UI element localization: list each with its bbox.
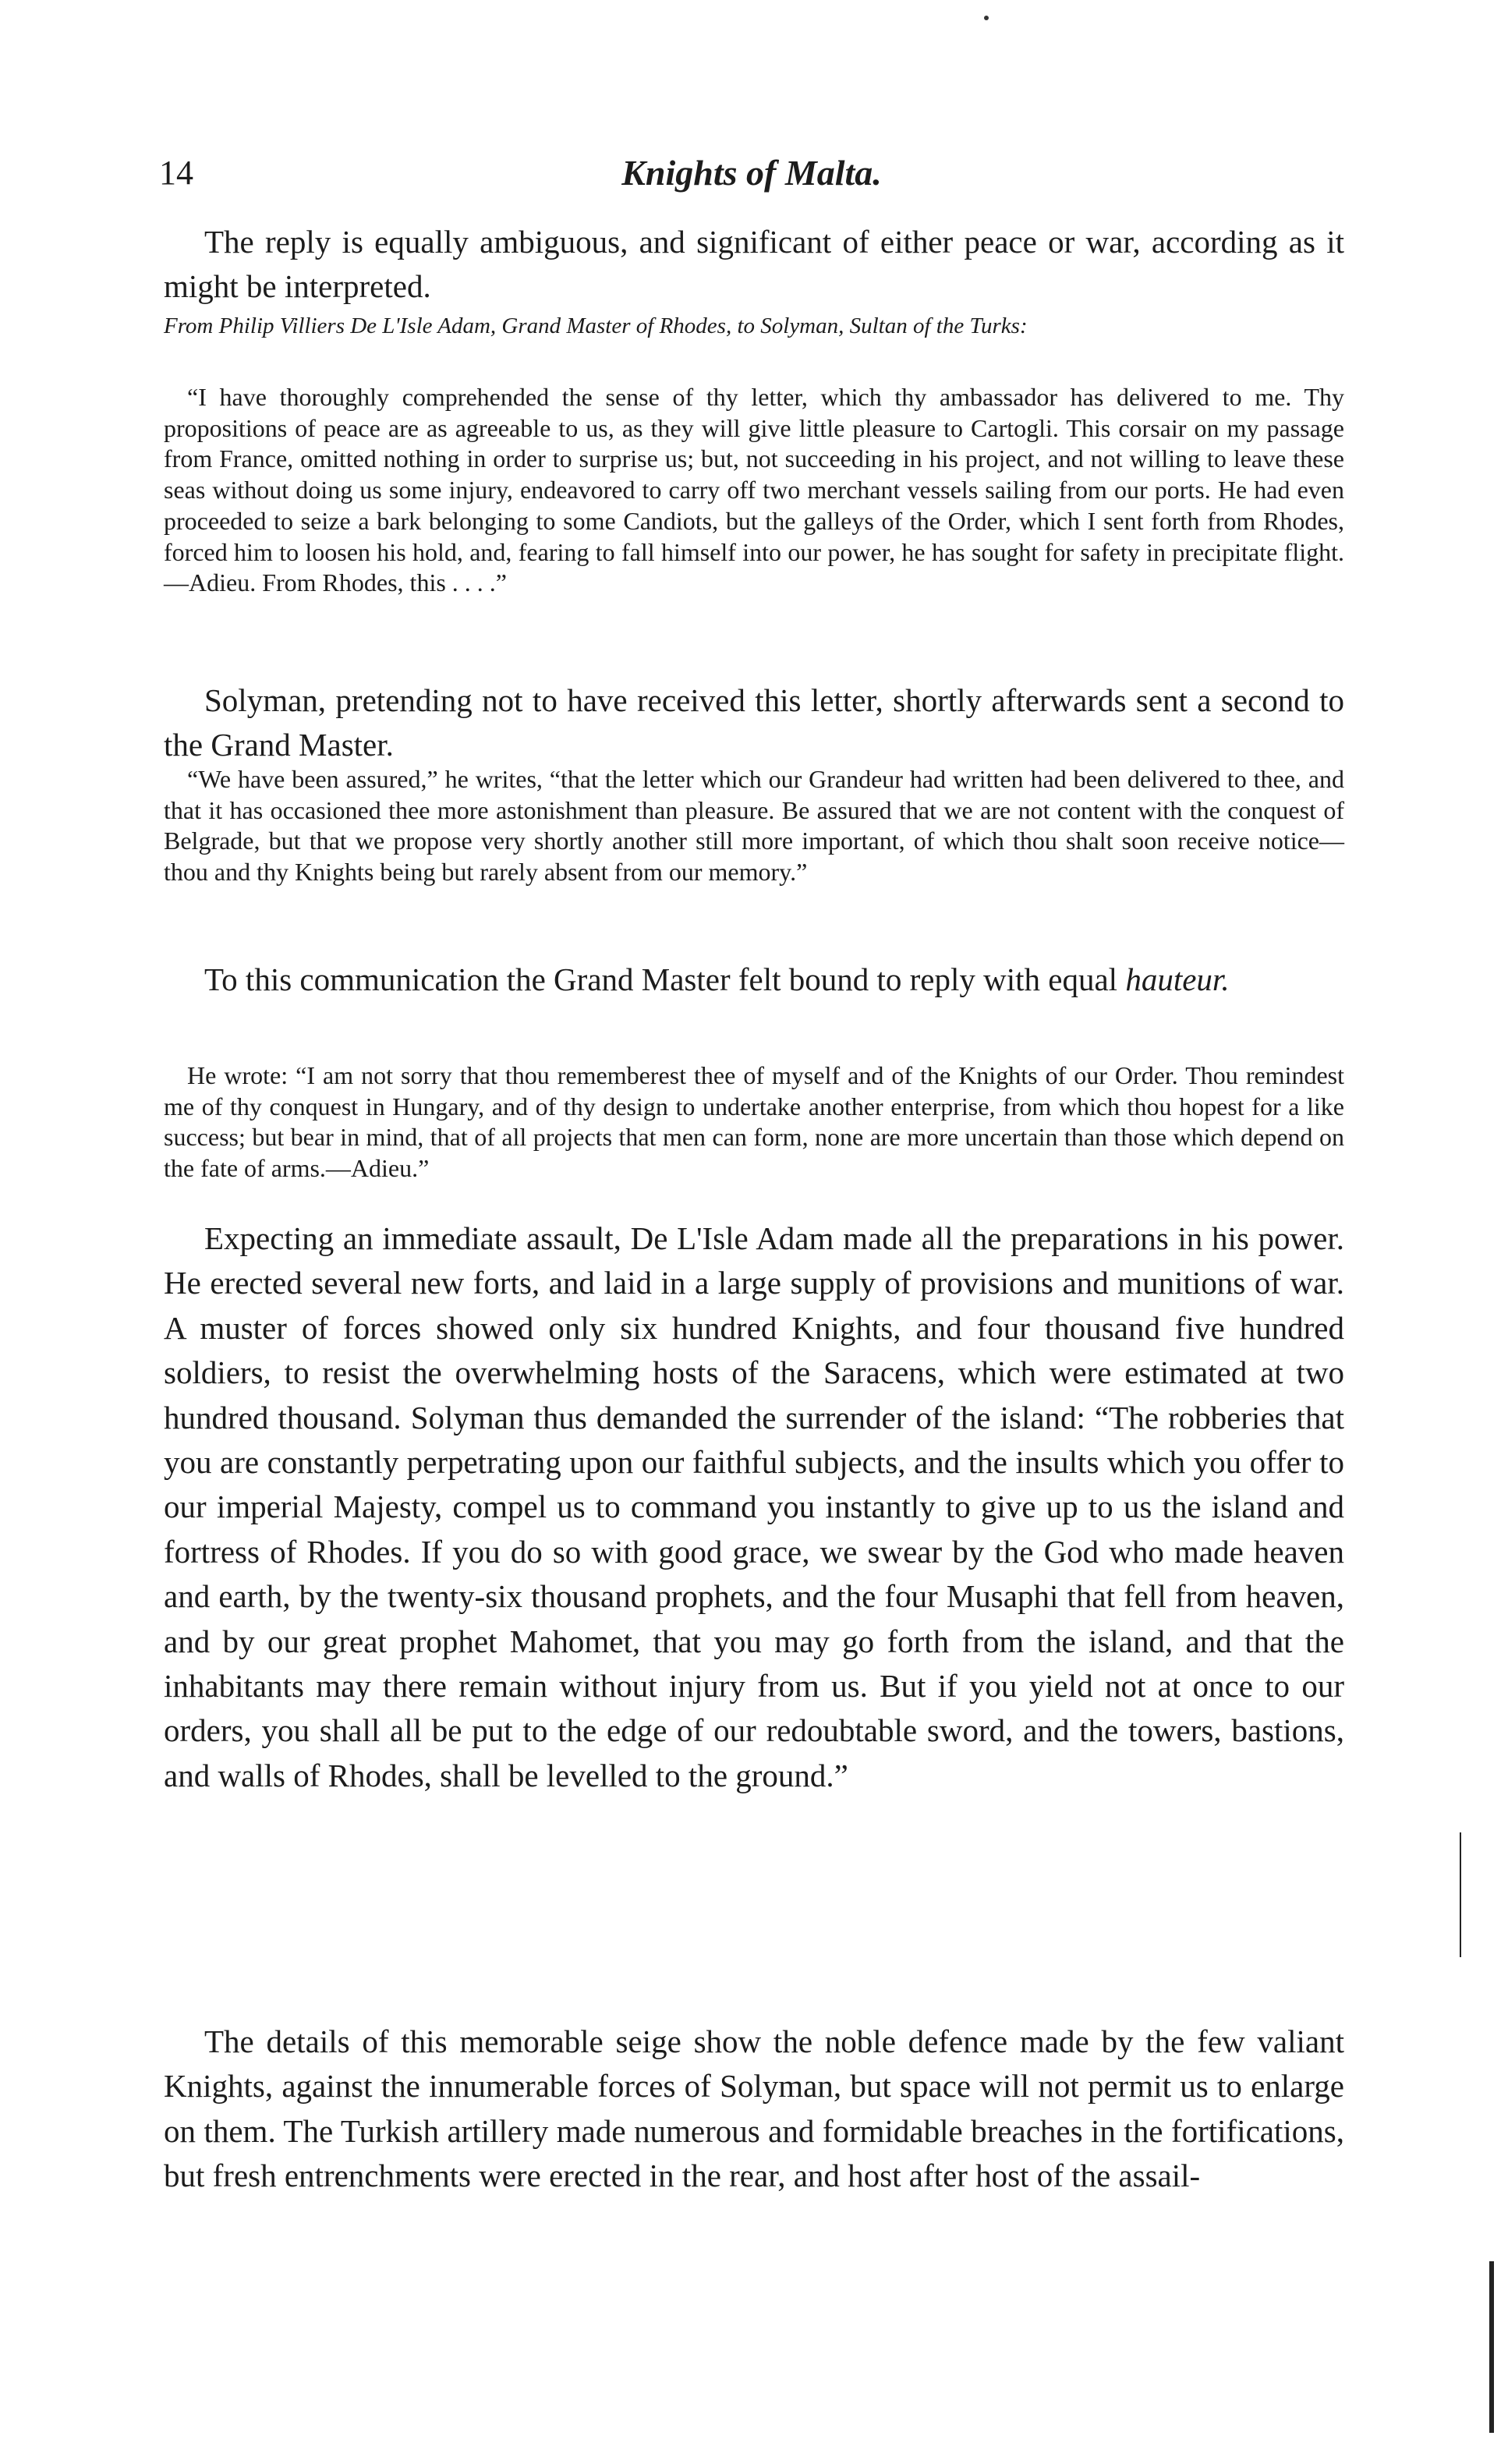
paragraph-solyman-second: Solyman, pretending not to have received this letter, shortly afterwards sent a second to the Grand Master. [164,682,1344,763]
letter-attribution: From Philip Villiers De L'Isle Adam, Grand Master of Rhodes, to Solyman, Sultan of the Turks: [164,313,1028,338]
paragraph-grand-master-reply [164,958,1344,1002]
paragraph-assault: Expecting an immediate assault, De L'Isle Adam made all the preparations in his power. He erected several new forts, and laid in a large supply of provisions and munitions of war. A muster of forces showed only six hundred Knights, and four thousand five hundred soldiers, to resist the overwhelming hosts of the Saracens, which were estimated at two hundred thousand. Solyman thus demanded the surrender of the island: “The robberies that you are constantly perpetrating upon our faithful subjects, and the insults which you offer to our imperial Majesty, compel us to command you instantly to give up to us the island and fortress of Rhodes. If you do so with good grace, we swear by the God who made heaven and earth, by the twenty-six thousand prophets, and the four Musaphi that fell from heaven, and by our great prophet Mahomet, that you may go forth from the island, and that the inhabitants may there remain without injury from us. But if you yield not at once to our orders, you shall all be put to the edge of our redoubtable sword, and the towers, bastions, and walls of Rhodes, shall be levelled to the ground.” [164,1220,1344,1793]
letter-quote-adam: “I have thoroughly comprehended the sense of thy letter, which thy ambassador has delivered to me. Thy propositions of peace are as agreeable to us, as they will give little pleasure to Cartogli. This corsair on my passage from France, omitted nothing in order to surprise us; but, not succeeding in his project, and not willing to leave these seas without doing us some injury, endeavored to carry off two merchant vessels sailing from our ports. He had even proceeded to seize a bark belonging to some Candiots, but the galleys of the Order, which I sent forth from Rhodes, forced him to loosen his hold, and, fearing to fall himself into our power, he has sought for safety in precipitate flight.—Adieu. From Rhodes, this . . . .” [164,383,1344,597]
scan-edge-mark [1460,1832,1461,1957]
page-number: 14 [159,154,193,192]
italic-word-hauteur: hauteur. [1125,961,1230,997]
scan-edge-mark [1489,2261,1494,2433]
letter-quote-grand-master: He wrote: “I am not sorry that thou rememberest thee of myself and of the Knights of our Order. Thou remindest me of thy conquest in Hungary, and of thy design to undertake another enterprise, from which thou hopest for a like success; but bear in mind, that of all projects that men can form, none are more uncertain than those which depend on the fate of arms.—Adieu.” [164,1061,1344,1183]
paragraph-siege: The details of this memorable seige show the noble defence made by the few valiant Knights, against the innumerable forces of Solyman, but space will not permit us to enlarge on them. The Turkish artillery made numerous and formidable breaches in the fortifications, but fresh entrenchments were erected in the rear, and host after host of the assail- [164,2023,1344,2194]
paragraph-reply: The reply is equally ambiguous, and significant of either peace or war, according as it might be interpreted. [164,224,1344,305]
letter-quote-solyman: “We have been assured,” he writes, “that the letter which our Grandeur had written had been delivered to thee, and that it has occasioned thee more astonishment than pleasure. Be assured that we are not content with the conquest of Belgrade, but that we propose very shortly another still more important, of which thou shalt soon receive notice—thou and thy Knights being but rarely absent from our memory.” [164,765,1344,887]
paragraph-lead-text: To this communication the Grand Master felt bound to reply with equal [204,961,1126,997]
running-title: Knights of Malta. [621,153,882,193]
page-header [159,150,1344,196]
scan-speck [984,16,989,20]
